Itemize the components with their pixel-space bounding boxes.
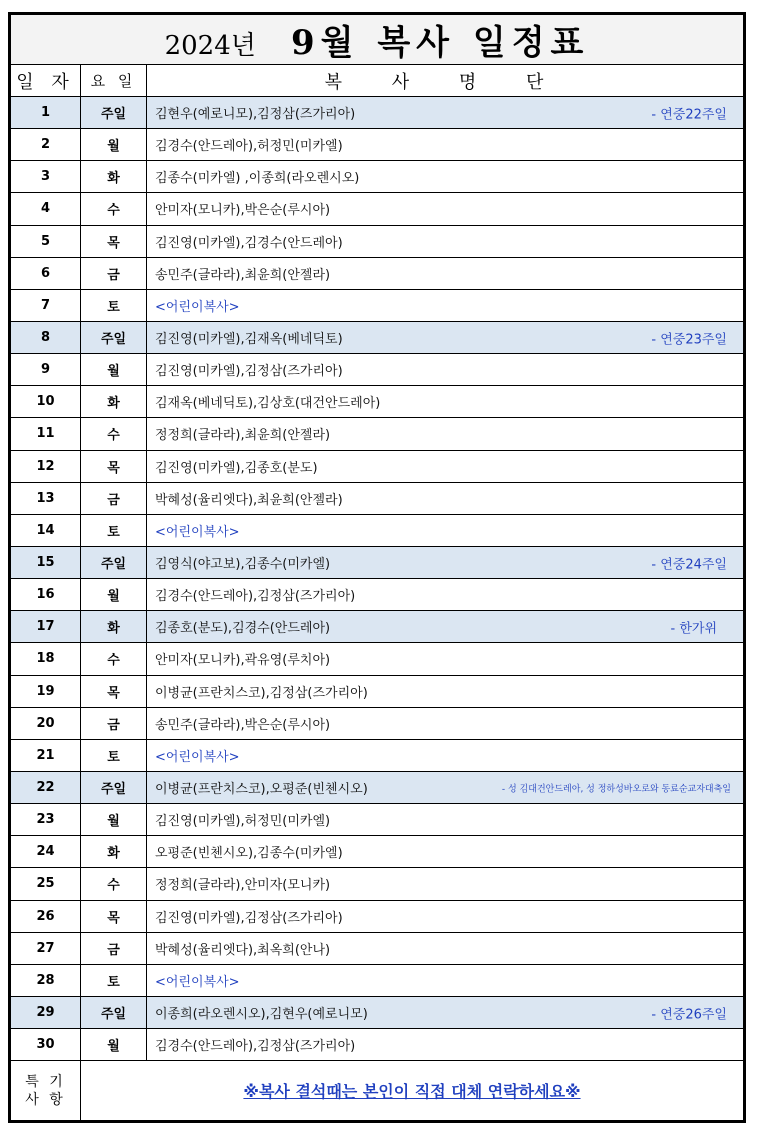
weekday-cell: 월 [81,1029,147,1061]
weekday-cell: 월 [81,804,147,836]
weekday-cell: 금 [81,257,147,289]
altar-server-names: 김현우(예로니모),김정삼(즈가리아) [155,107,356,123]
altar-server-names: 김진영(미카엘),김재옥(베네딕토) [155,332,343,348]
names-cell [147,97,744,129]
page-title [11,15,744,65]
weekday-cell: 수 [81,418,147,450]
altar-server-names: 이종희(라오렌시오),김현우(예로니모) [155,1007,368,1022]
table-row [11,900,744,932]
table-row [11,225,744,257]
names-cell [147,739,744,771]
table-row [11,321,744,353]
weekday-cell: 월 [81,354,147,386]
day-cell: 4 [11,193,81,225]
altar-server-names: 김경수(안드레아),김정삼(즈가리아) [155,1039,356,1055]
weekday-cell: 월 [81,579,147,611]
table-row [11,418,744,450]
day-cell: 20 [11,707,81,739]
weekday-cell: 금 [81,707,147,739]
weekday-cell: 금 [81,932,147,964]
weekday-cell: 토 [81,289,147,321]
altar-server-names: 안미자(모니카),곽유영(루치아) [155,653,331,669]
table-row [11,482,744,514]
names-cell [147,450,744,482]
altar-server-names: 김경수(안드레아),허정민(미카엘) [155,139,343,155]
altar-server-names: 김경수(안드레아),김정삼(즈가리아) [155,589,356,605]
weekday-cell: 목 [81,900,147,932]
names-cell [147,289,744,321]
table-row [11,97,744,129]
weekday-cell: 월 [81,129,147,161]
altar-server-names: 박혜성(율리엣다),최옥희(안나) [155,942,331,958]
weekday-cell: 토 [81,964,147,996]
altar-server-names: 김진영(미카엘),허정민(미카엘) [155,814,331,830]
kids-altar-server-label: <어린이복사> [155,749,240,765]
weekday-cell: 화 [81,836,147,868]
table-row [11,739,744,771]
title-year: 2024년 [164,31,256,61]
altar-server-names: 오평준(빈첸시오),김종수(미카엘) [155,846,343,862]
altar-server-names: 김종호(분도),김경수(안드레아) [155,621,331,637]
table-row [11,964,744,996]
liturgy-note: - 한가위 [670,621,717,637]
day-cell: 17 [11,611,81,643]
altar-server-names: 정정희(글라라),최윤희(안젤라) [155,428,331,444]
day-cell: 15 [11,546,81,578]
day-cell: 5 [11,225,81,257]
day-cell: 9 [11,354,81,386]
names-cell [147,354,744,386]
schedule-rows [11,97,744,1061]
altar-server-names: 이병균(프란치스코),김정삼(즈가리아) [155,685,368,701]
day-cell: 14 [11,514,81,546]
altar-server-names: 김영식(야고보),김종수(미카엘) [155,557,331,573]
footer-row [11,1061,744,1121]
names-cell [147,386,744,418]
names-cell [147,771,744,803]
names-cell [147,579,744,611]
table-row [11,450,744,482]
table-row [11,257,744,289]
table-row [11,1029,744,1061]
table-row [11,868,744,900]
altar-server-names: 김재옥(베네딕토),김상호(대건안드레아) [155,396,381,412]
table-row [11,611,744,643]
table-row [11,996,744,1028]
altar-server-names: 김진영(미카엘),김경수(안드레아) [155,235,343,251]
altar-server-names: 김진영(미카엘),김정삼(즈가리아) [155,364,343,380]
day-cell: 27 [11,932,81,964]
altar-server-names: 정정희(글라라),안미자(모니카) [155,878,331,894]
liturgy-note: - 연중23주일 [651,332,727,348]
table-row [11,161,744,193]
day-cell: 11 [11,418,81,450]
day-cell: 2 [11,129,81,161]
names-cell [147,482,744,514]
day-cell: 22 [11,771,81,803]
title-row [11,15,744,65]
liturgy-note: - 연중26주일 [651,1007,727,1022]
header-names: 복 사 명 단 [147,65,744,97]
weekday-cell: 목 [81,675,147,707]
weekday-cell: 주일 [81,321,147,353]
weekday-cell: 목 [81,225,147,257]
names-cell [147,675,744,707]
schedule-table [10,14,744,1121]
names-cell [147,546,744,578]
liturgy-note: - 연중24주일 [651,557,727,573]
day-cell: 29 [11,996,81,1028]
weekday-cell: 토 [81,739,147,771]
day-cell: 7 [11,289,81,321]
table-row [11,289,744,321]
altar-server-names: 김종수(미카엘) ,이종희(라오렌시오) [155,171,360,187]
footer-message: ※복사 결석때는 본인이 직접 대체 연락하세요※ [81,1061,744,1121]
table-row [11,804,744,836]
kids-altar-server-label: <어린이복사> [155,974,240,990]
names-cell [147,836,744,868]
weekday-cell: 화 [81,386,147,418]
day-cell: 19 [11,675,81,707]
weekday-cell: 화 [81,611,147,643]
names-cell [147,1029,744,1061]
names-cell [147,514,744,546]
names-cell [147,932,744,964]
footer-label [11,1061,81,1121]
header-day: 일 자 [11,65,81,97]
table-row [11,771,744,803]
schedule-sheet [8,12,746,1123]
names-cell [147,707,744,739]
names-cell [147,900,744,932]
table-row [11,514,744,546]
altar-server-names: 박혜성(율리엣다),최윤희(안젤라) [155,492,343,508]
weekday-cell: 토 [81,514,147,546]
header-dow: 요 일 [81,65,147,97]
names-cell [147,129,744,161]
day-cell: 16 [11,579,81,611]
names-cell [147,868,744,900]
footer-label-line1: 특 기 [25,1073,66,1090]
names-cell [147,804,744,836]
names-cell [147,321,744,353]
day-cell: 28 [11,964,81,996]
kids-altar-server-label: <어린이복사> [155,524,240,540]
weekday-cell: 주일 [81,97,147,129]
day-cell: 23 [11,804,81,836]
weekday-cell: 주일 [81,771,147,803]
table-row [11,579,744,611]
day-cell: 8 [11,321,81,353]
day-cell: 24 [11,836,81,868]
title-main: 9월 복사 일정표 [290,23,590,63]
day-cell: 6 [11,257,81,289]
liturgy-note: - 연중22주일 [651,107,727,123]
weekday-cell: 수 [81,643,147,675]
footer-label-line2: 사 항 [25,1091,66,1108]
day-cell: 3 [11,161,81,193]
day-cell: 25 [11,868,81,900]
table-row [11,129,744,161]
names-cell [147,996,744,1028]
altar-server-names: 안미자(모니카),박은순(루시아) [155,203,331,219]
names-cell [147,643,744,675]
weekday-cell: 목 [81,450,147,482]
altar-server-names: 김진영(미카엘),김종호(분도) [155,460,318,476]
day-cell: 13 [11,482,81,514]
names-cell [147,964,744,996]
weekday-cell: 수 [81,193,147,225]
names-cell [147,611,744,643]
table-row [11,707,744,739]
day-cell: 10 [11,386,81,418]
header-row [11,65,744,97]
altar-server-names: 송민주(글라라),박은순(루시아) [155,717,331,733]
table-row [11,193,744,225]
weekday-cell: 주일 [81,996,147,1028]
table-row [11,546,744,578]
table-row [11,643,744,675]
weekday-cell: 수 [81,868,147,900]
names-cell [147,161,744,193]
day-cell: 26 [11,900,81,932]
liturgy-note: - 성 김대건안드레아, 성 정하성바오로와 동료순교자대축일 [501,784,731,795]
names-cell [147,257,744,289]
altar-server-names: 김진영(미카엘),김정삼(즈가리아) [155,910,343,926]
table-row [11,354,744,386]
altar-server-names: 송민주(글라라),최윤희(안젤라) [155,267,331,283]
day-cell: 30 [11,1029,81,1061]
names-cell [147,418,744,450]
names-cell [147,193,744,225]
weekday-cell: 금 [81,482,147,514]
day-cell: 18 [11,643,81,675]
weekday-cell: 주일 [81,546,147,578]
table-row [11,675,744,707]
table-row [11,932,744,964]
table-row [11,836,744,868]
names-cell [147,225,744,257]
altar-server-names: 이병균(프란치스코),오평준(빈첸시오) [155,782,368,798]
weekday-cell: 화 [81,161,147,193]
table-row [11,386,744,418]
day-cell: 12 [11,450,81,482]
day-cell: 21 [11,739,81,771]
kids-altar-server-label: <어린이복사> [155,299,240,315]
day-cell: 1 [11,97,81,129]
